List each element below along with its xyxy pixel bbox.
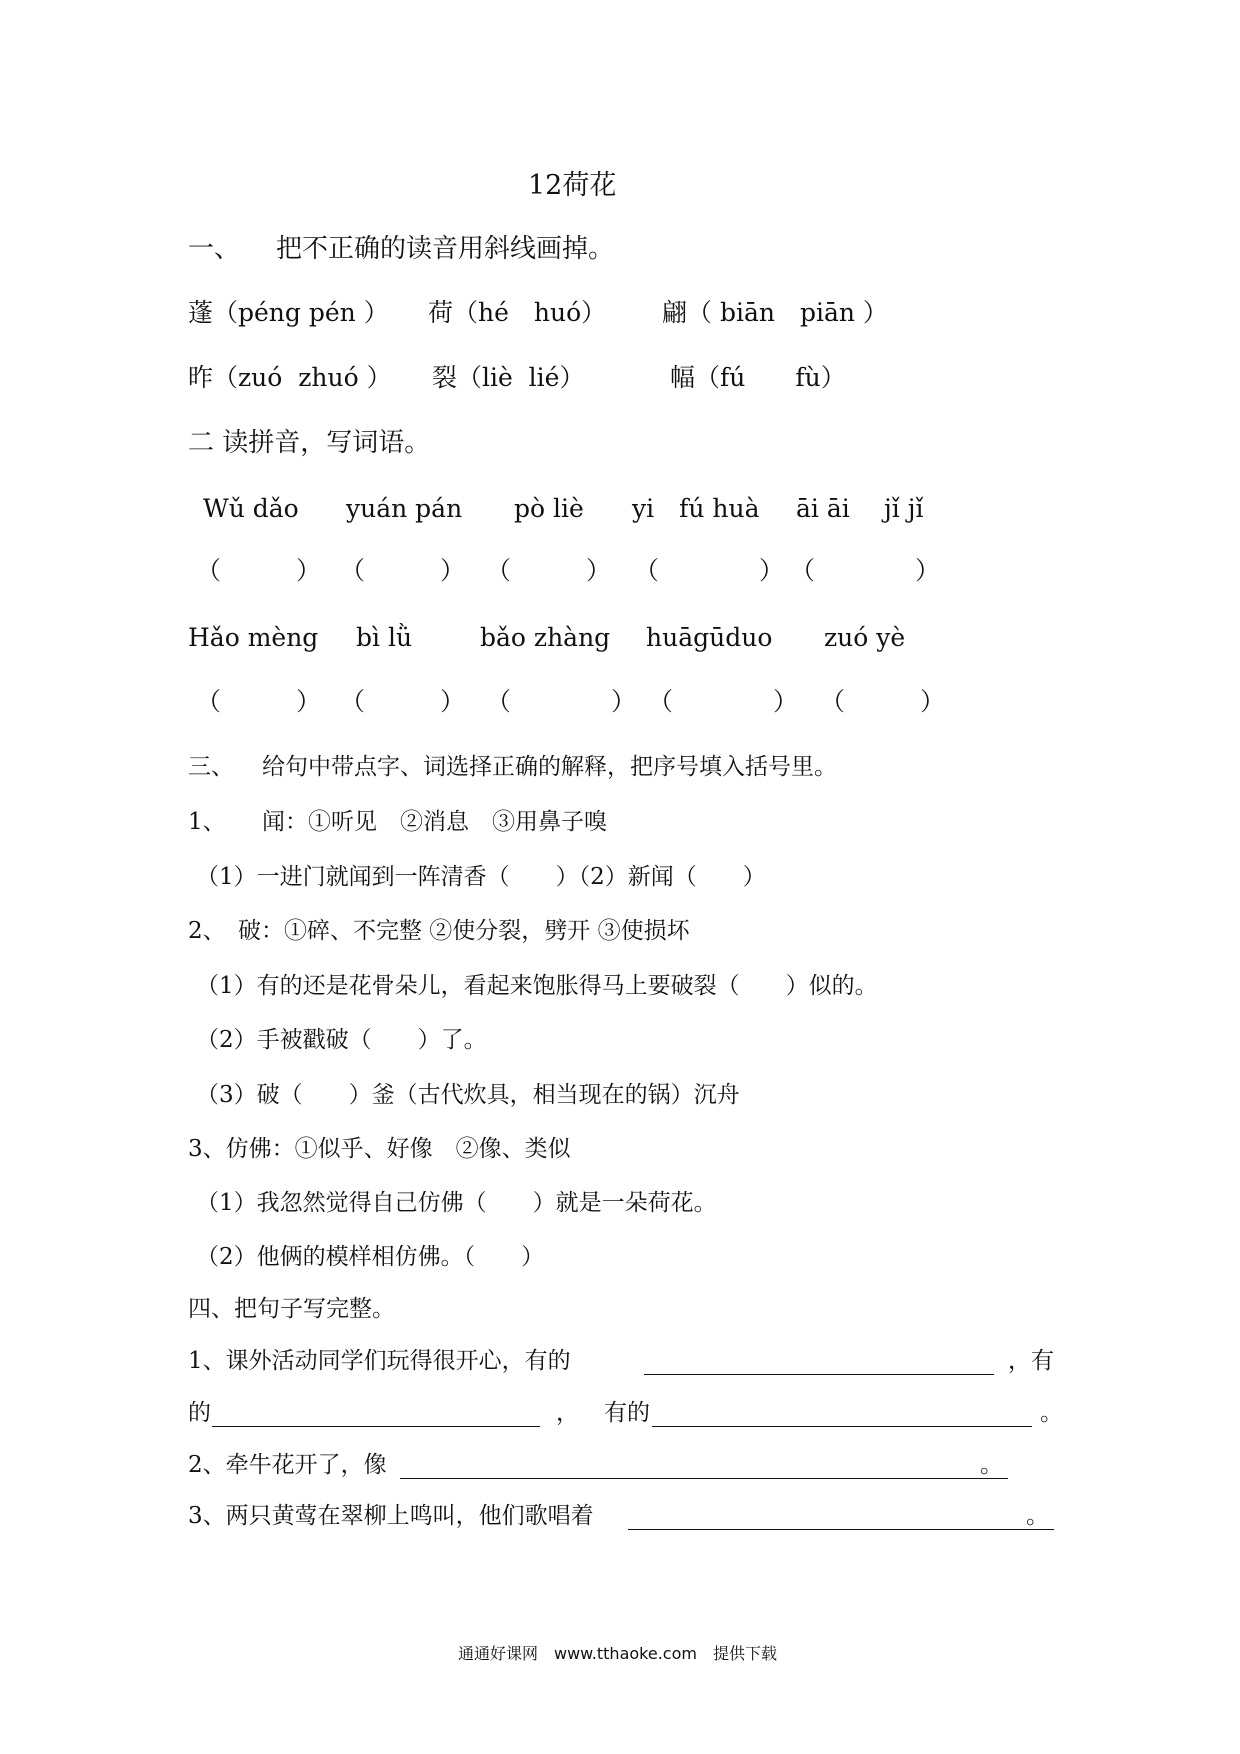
sentence-1-blank-3[interactable] [652, 1426, 1032, 1427]
pinyin-word: pò liè [514, 494, 584, 523]
pinyin-word: yi fú huà [632, 494, 760, 523]
answer-parentheses[interactable]: （ ） [820, 687, 946, 716]
answer-parentheses[interactable]: （ ） [196, 687, 322, 716]
pinyin-choice-peng: 蓬（péng pén ） [188, 298, 389, 327]
question-1-number: 1、 [188, 809, 226, 835]
sentence-1-start: 1、课外活动同学们玩得很开心，有的 [188, 1348, 571, 1374]
sentence-3-period: 。 [1026, 1503, 1049, 1529]
sentence-3-start: 3、两只黄莺在翠柳上鸣叫，他们歌唱着 [188, 1503, 594, 1529]
answer-parentheses[interactable]: （ ） [340, 556, 466, 585]
sentence-1-blank-1[interactable] [644, 1374, 994, 1375]
sentence-2-period: 。 [980, 1452, 1003, 1478]
sentence-1-period: 。 [1040, 1400, 1063, 1426]
section-3-number: 三、 [188, 754, 234, 780]
question-2-item: （1）有的还是花骨朵儿，看起来饱胀得马上要破裂（ ）似的。 [196, 973, 878, 999]
pinyin-word: Hǎo mèng [188, 623, 319, 652]
sentence-1-comma: ， [556, 1400, 579, 1426]
answer-parentheses[interactable]: （ ） [486, 687, 637, 716]
question-3-item: （1）我忽然觉得自己仿佛（ ）就是一朵荷花。 [196, 1190, 717, 1216]
pinyin-choice-he: 荷（hé huó） [428, 298, 607, 327]
sentence-1-blank-2[interactable] [212, 1426, 540, 1427]
pinyin-word: Wǔ dǎo [203, 494, 299, 523]
pinyin-choice-zuo: 昨（zuó zhuó ） [188, 363, 392, 392]
question-3-definitions: 3、仿佛：①似乎、好像 ②像、类似 [188, 1136, 571, 1162]
sentence-1-de: 的 [188, 1400, 211, 1426]
pinyin-word: yuán pán [346, 494, 463, 523]
answer-parentheses[interactable]: （ ） [486, 556, 612, 585]
question-1-items: （1）一进门就闻到一阵清香（ ）（2）新闻（ ） [196, 864, 766, 890]
answer-parentheses[interactable]: （ ） [648, 687, 799, 716]
answer-parentheses[interactable]: （ ） [790, 556, 941, 585]
section-1-number: 一、 [188, 234, 241, 264]
pinyin-choice-pian: 翩（ biān piān ） [662, 298, 888, 327]
pinyin-word: bǎo zhàng [480, 623, 611, 652]
pinyin-word: āi āi [796, 494, 850, 523]
pinyin-choice-fu: 幅（fú fù） [670, 363, 846, 392]
question-3-item: （2）他俩的模样相仿佛。（ ） [196, 1244, 545, 1270]
answer-parentheses[interactable]: （ ） [340, 687, 466, 716]
question-2-number: 2、 [188, 918, 226, 944]
sentence-2-start: 2、牵牛花开了，像 [188, 1452, 387, 1478]
sentence-1-youde: 有的 [604, 1400, 650, 1426]
section-1-heading: 把不正确的读音用斜线画掉。 [276, 234, 615, 264]
footer-source: 通通好课网 www.tthaoke.com 提供下载 [458, 1644, 777, 1663]
section-2-heading: 二 读拼音，写词语。 [188, 428, 431, 458]
pinyin-word: zuó yè [824, 623, 906, 652]
pinyin-word: jǐ jǐ [884, 494, 924, 523]
section-3-heading: 给句中带点字、词选择正确的解释，把序号填入括号里。 [262, 754, 837, 780]
pinyin-choice-lie: 裂（liè lié） [432, 363, 585, 392]
question-2-item: （3）破（ ）釜（古代炊具，相当现在的锅）沉舟 [196, 1082, 740, 1108]
answer-parentheses[interactable]: （ ） [634, 556, 785, 585]
section-4-heading: 四、把句子写完整。 [188, 1296, 395, 1322]
question-2-item: （2）手被戳破（ ）了。 [196, 1027, 487, 1053]
question-2-definitions: 破：①碎、不完整 ②使分裂，劈开 ③使损坏 [238, 918, 690, 944]
pinyin-word: huāgūduo [646, 623, 773, 652]
pinyin-word: bì lǜ [356, 623, 413, 652]
sentence-1-comma-you: ，有 [1008, 1348, 1054, 1374]
page-title: 12荷花 [528, 170, 617, 201]
answer-parentheses[interactable]: （ ） [196, 556, 322, 585]
sentence-2-blank[interactable] [400, 1478, 1008, 1479]
question-1-definitions: 闻：①听见 ②消息 ③用鼻子嗅 [262, 809, 607, 835]
sentence-3-blank[interactable] [628, 1529, 1054, 1530]
